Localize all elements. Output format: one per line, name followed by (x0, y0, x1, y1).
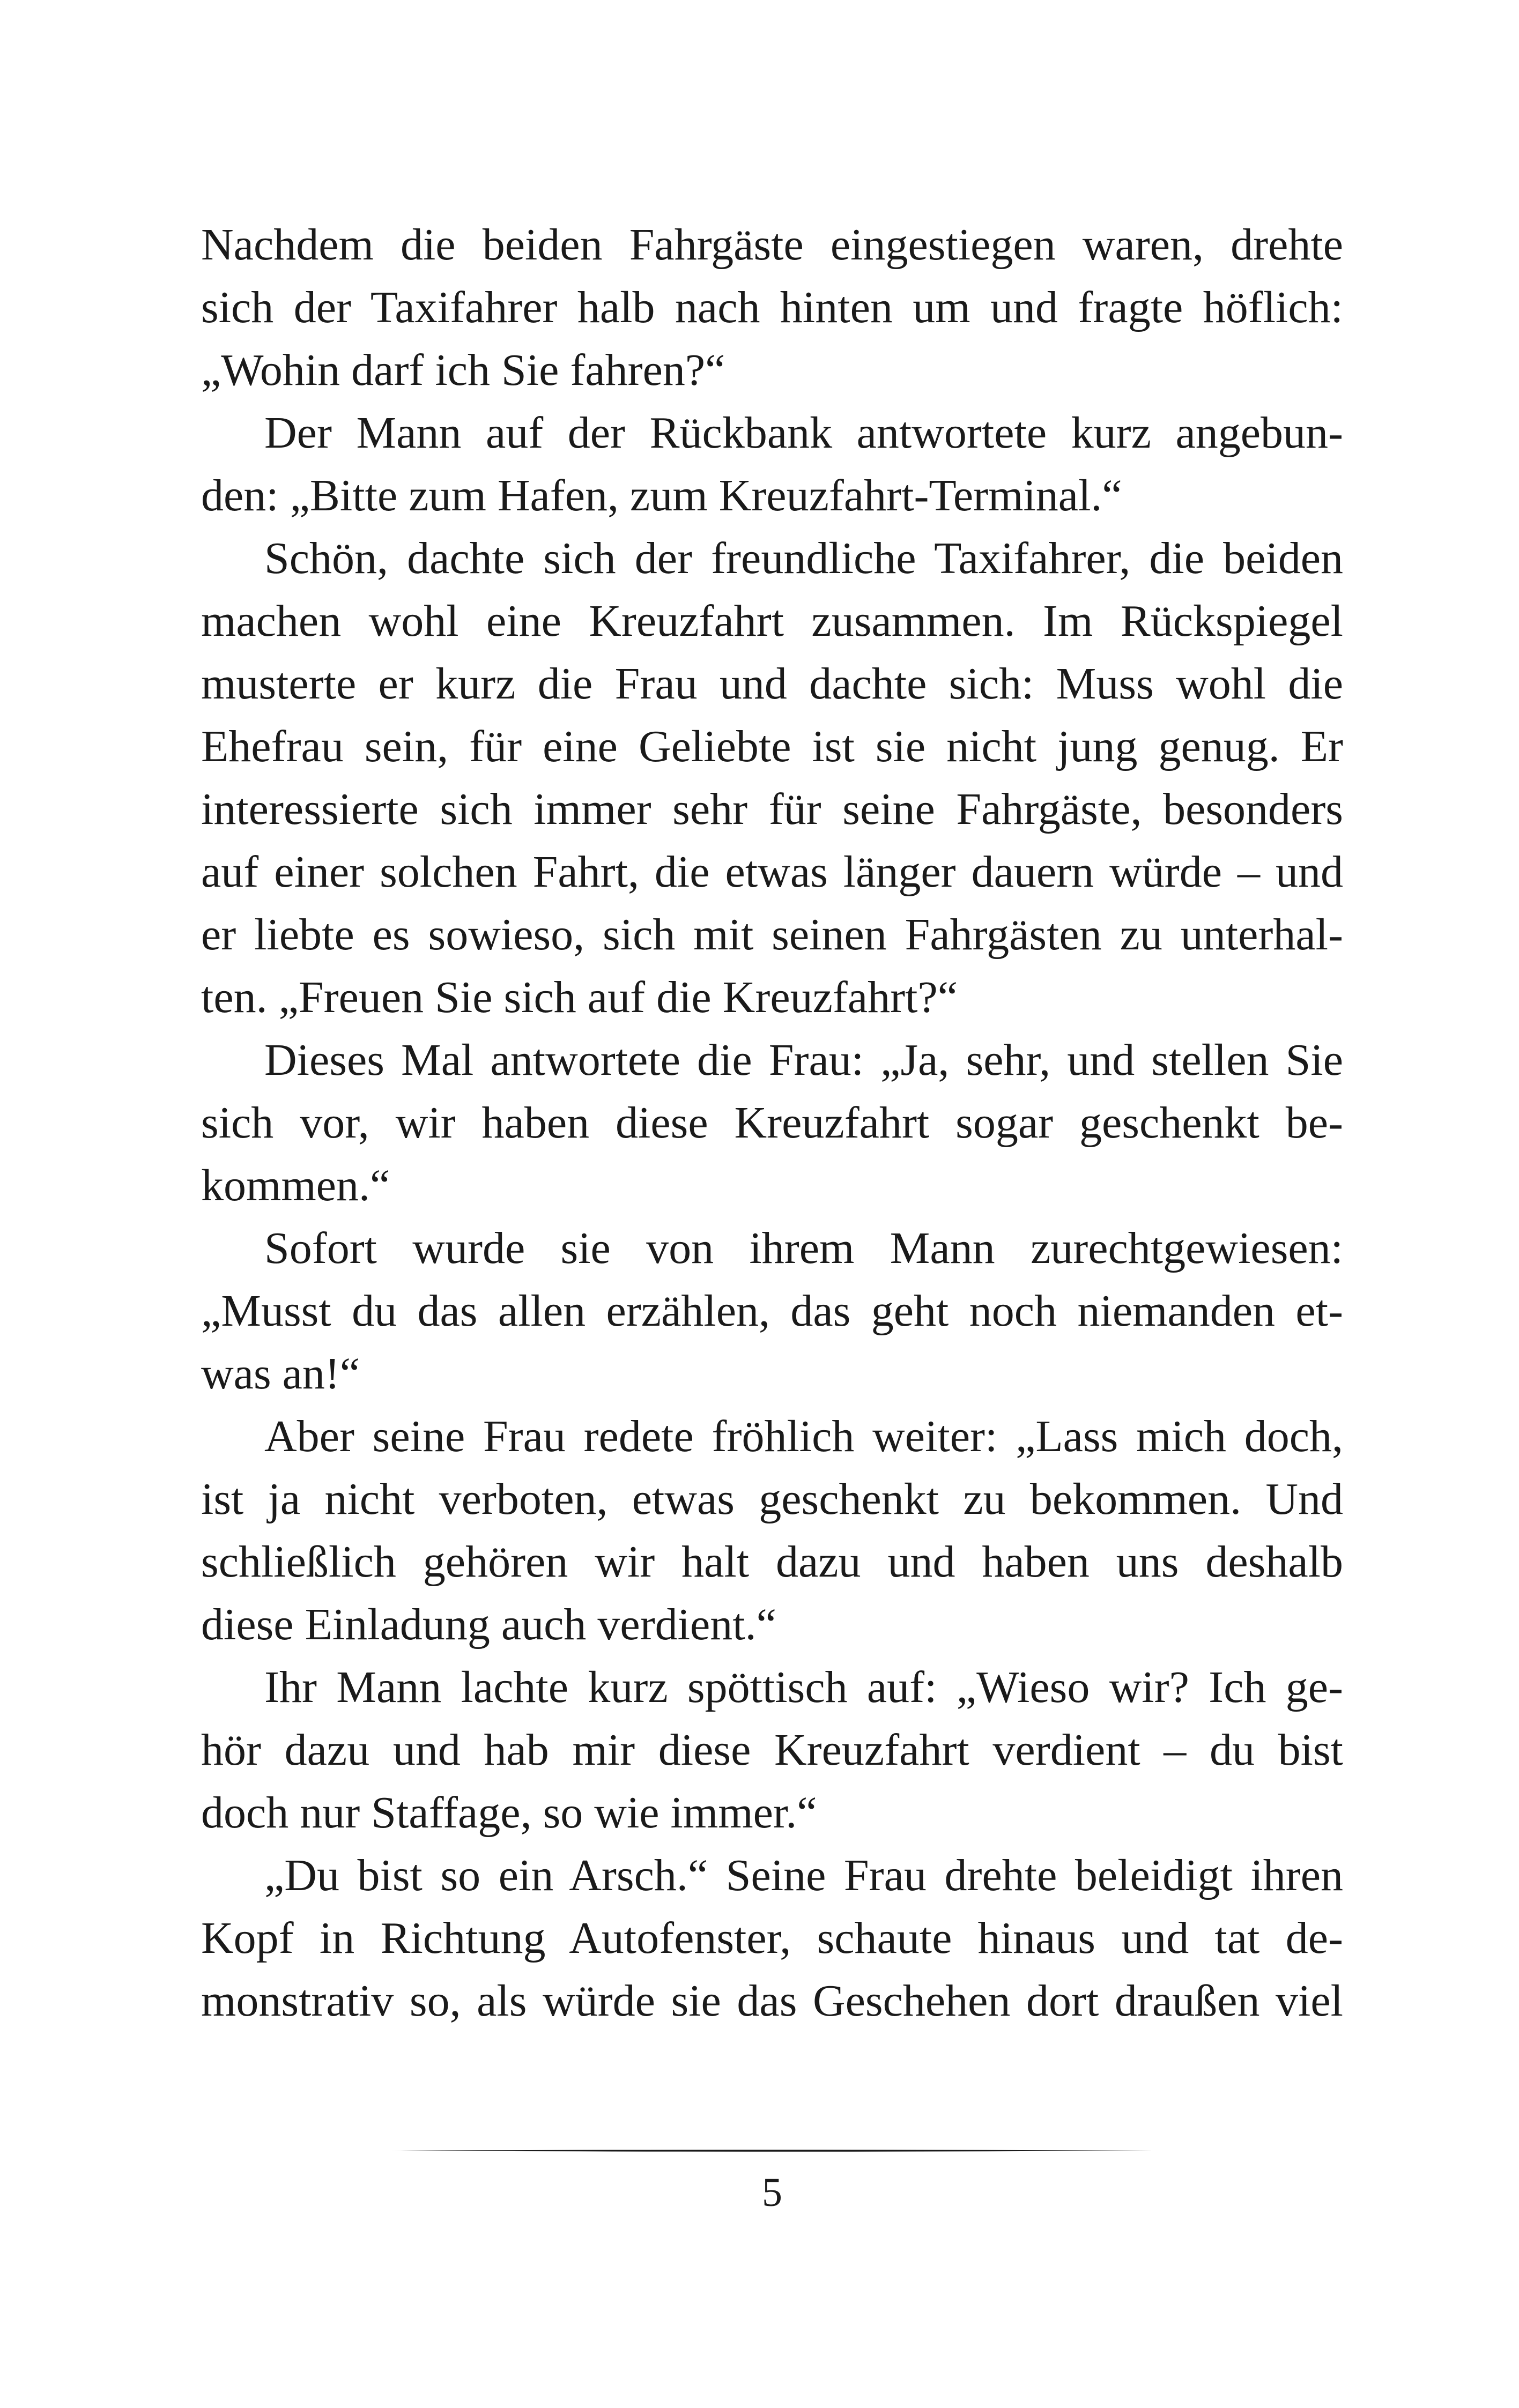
text-line: diese Einladung auch verdient.“ (201, 1600, 776, 1649)
text-line: er liebte es sowieso, sich mit seinen Fahrgästen zu unterhal- (201, 910, 1343, 960)
text-line: Nachdem die beiden Fahrgäste eingestiegen waren, drehte (201, 220, 1343, 270)
text-line: ist ja nicht verboten, etwas geschenkt zu bekommen. Und (201, 1474, 1343, 1524)
text-line: doch nur Staffage, so wie immer.“ (201, 1788, 817, 1838)
text-line: monstrativ so, als würde sie das Geschehen dort draußen viel (201, 1976, 1343, 2026)
text-line: sich vor, wir haben diese Kreuzfahrt sogar geschenkt be- (201, 1098, 1343, 1148)
text-line: was an!“ (201, 1349, 360, 1399)
page-number: 5 (762, 2170, 782, 2215)
body-text (201, 213, 1343, 2032)
text-line: Der Mann auf der Rückbank antwortete kurz angebun- (264, 408, 1343, 458)
text-line: sich der Taxifahrer halb nach hinten um und fragte höflich: (201, 283, 1343, 332)
text-line: „Musst du das allen erzählen, das geht noch niemanden et- (201, 1286, 1343, 1336)
text-line: kommen.“ (201, 1161, 390, 1210)
text-line: auf einer solchen Fahrt, die etwas länger dauern würde – und (201, 847, 1343, 897)
text-line: interessierte sich immer sehr für seine Fahrgäste, besonders (201, 784, 1343, 834)
text-line: machen wohl eine Kreuzfahrt zusammen. Im Rückspiegel (201, 596, 1343, 646)
text-line: Ihr Mann lachte kurz spöttisch auf: „Wieso wir? Ich ge- (264, 1662, 1343, 1712)
text-line: Schön, dachte sich der freundliche Taxifahrer, die beiden (264, 533, 1343, 583)
text-line: musterte er kurz die Frau und dachte sich: Muss wohl die (201, 659, 1343, 709)
text-line: Aber seine Frau redete fröhlich weiter: „Lass mich doch, (264, 1411, 1343, 1461)
text-line: „Wohin darf ich Sie fahren?“ (201, 345, 725, 395)
text-line: Sofort wurde sie von ihrem Mann zurechtgewiesen: (264, 1223, 1343, 1273)
text-line: Dieses Mal antwortete die Frau: „Ja, sehr, und stellen Sie (264, 1035, 1343, 1085)
text-line: Ehefrau sein, für eine Geliebte ist sie nicht jung genug. Er (201, 722, 1343, 771)
footer-divider (391, 2148, 1153, 2153)
text-line: hör dazu und hab mir diese Kreuzfahrt verdient – du bist (201, 1725, 1343, 1775)
text-line: „Du bist so ein Arsch.“ Seine Frau drehte beleidigt ihren (264, 1850, 1343, 1900)
text-line: schließlich gehören wir halt dazu und haben uns deshalb (201, 1537, 1343, 1587)
text-line: den: „Bitte zum Hafen, zum Kreuzfahrt-Terminal.“ (201, 471, 1122, 521)
text-line: ten. „Freuen Sie sich auf die Kreuzfahrt?“ (201, 972, 958, 1022)
text-line: Kopf in Richtung Autofenster, schaute hinaus und tat de- (201, 1913, 1343, 1963)
